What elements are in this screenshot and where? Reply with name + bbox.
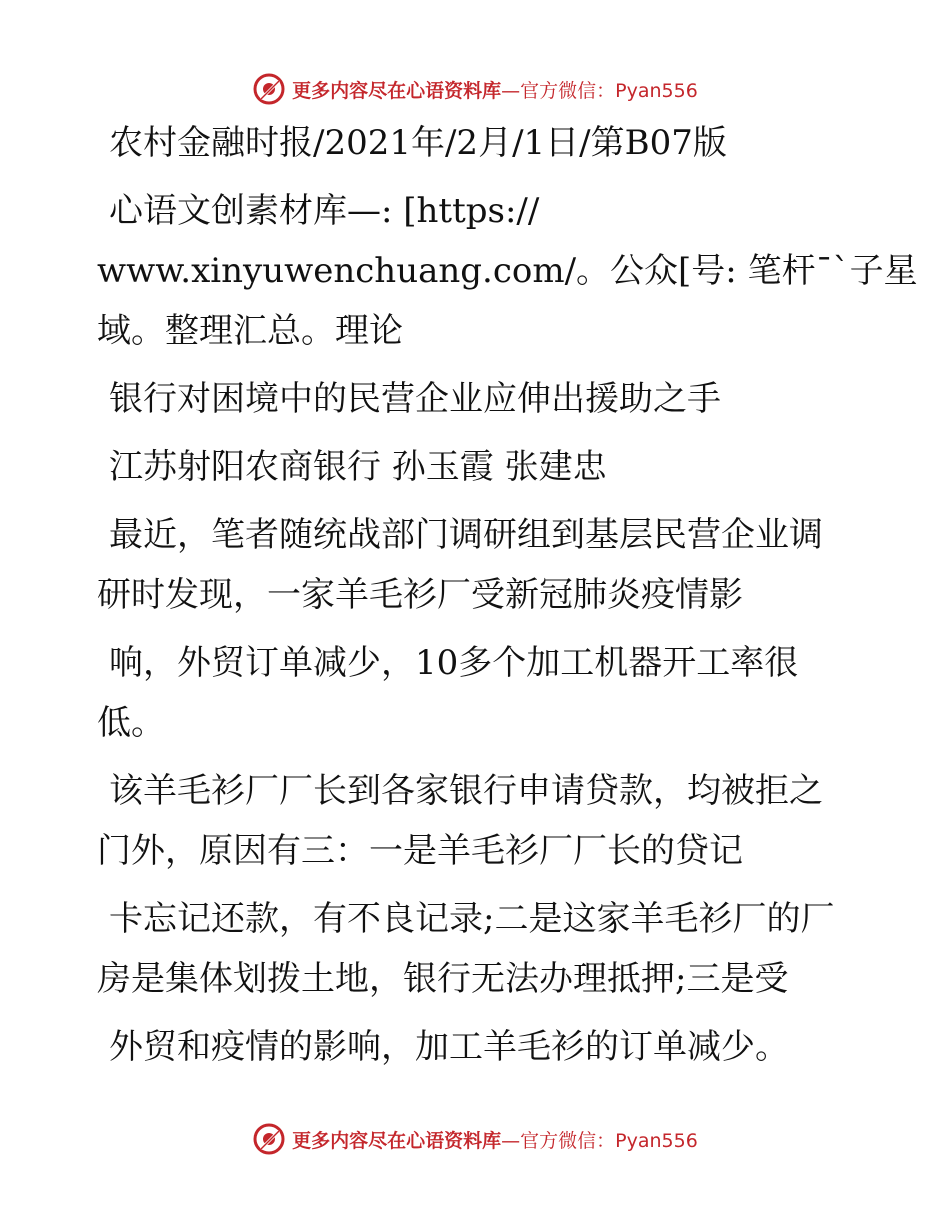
source-note-line-3: 域。整理汇总。理论 [97,311,403,351]
paragraph-line: 卡忘记还款，有不良记录;二是这家羊毛衫厂的厂 [109,899,835,939]
paragraph-line: 低。 [97,703,165,743]
banner-text [292,1126,698,1153]
paragraph-line: 研时发现，一家羊毛衫厂受新冠肺炎疫情影 [97,575,743,615]
document-body [97,122,918,1068]
source-note-line-2: www.xinyuwenchuang.com/。公众[号: 笔杆¯`子星 [97,251,918,291]
banner-text [292,76,698,103]
brand-logo-icon [252,72,286,106]
footer-banner [0,1122,950,1156]
paragraph-line: 响，外贸订单减少，10多个加工机器开工率很 [109,643,799,683]
brand-logo-icon [252,1122,286,1156]
banner-text-plain: —官方微信：Pyan556 [501,79,698,102]
header-banner [0,72,950,106]
banner-text-plain: —官方微信：Pyan556 [501,1129,698,1152]
paragraph-line: 房是集体划拨土地，银行无法办理抵押;三是受 [97,959,789,999]
banner-text-bold: 更多内容尽在心语资料库 [292,79,502,102]
paragraph-line: 外贸和疫情的影响，加工羊毛衫的订单减少。 [109,1027,789,1067]
banner-text-bold: 更多内容尽在心语资料库 [292,1129,502,1152]
paragraph-line: 门外，原因有三：一是羊毛衫厂厂长的贷记 [97,831,743,871]
article-byline: 江苏射阳农商银行 孙玉霞 张建忠 [109,447,607,487]
paragraph-line: 该羊毛衫厂厂长到各家银行申请贷款，均被拒之 [109,771,823,811]
paragraph-line: 最近，笔者随统战部门调研组到基层民营企业调 [109,515,823,555]
article-title: 银行对困境中的民营企业应伸出援助之手 [109,379,721,419]
source-line: 农村金融时报/2021年/2月/1日/第B07版 [109,123,727,163]
source-note-line-1: 心语文创素材库—: [https:// [109,191,540,231]
